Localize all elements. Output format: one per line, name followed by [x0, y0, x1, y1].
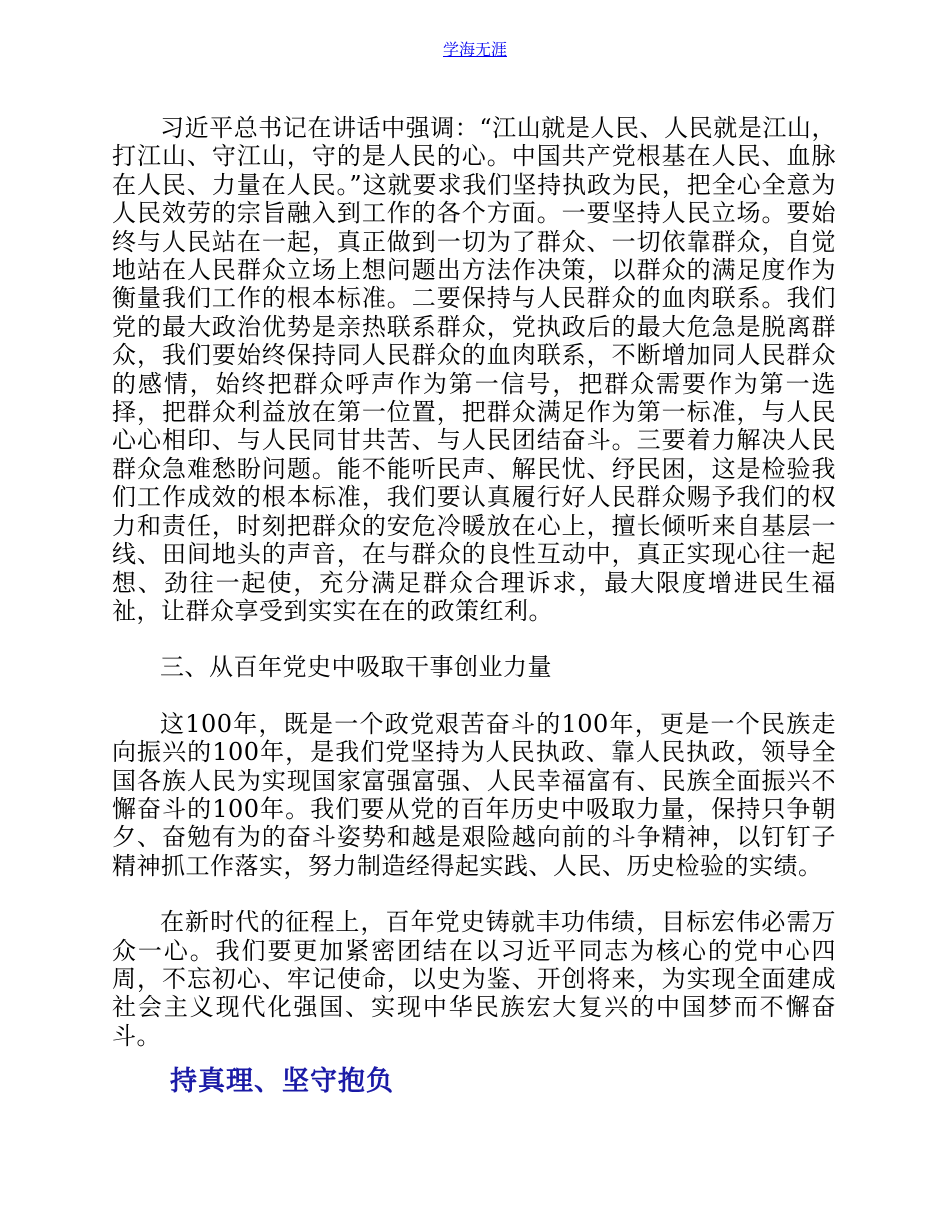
- paragraph-people-centered: 习近平总书记在讲话中强调：“江山就是人民、人民就是江山，打江山、守江山，守的是人民的心。中国共产党根基在人民、血脉在人民、力量在人民。”这就要求我们坚持执政为民，把全心全意为人民效劳的宗旨融入到工作的各个方面。一要坚持人民立场。要始终与人民站在一起，真正做到一切为了群众、一切依靠群众，自觉地站在人民群众立场上想问题出方法作决策，以群众的满足度作为衡量我们工作的根本标准。二要保持与人民群众的血肉联系。我们党的最大政治优势是亲热联系群众，党执政后的最大危急是脱离群众，我们要始终保持同人民群众的血肉联系，不断增加同人民群众的感情，始终把群众呼声作为第一信号，把群众需要作为第一选择，把群众利益放在第一位置，把群众满足作为第一标准，与人民心心相印、与人民同甘共苦、与人民团结奋斗。三要着力解决人民群众急难愁盼问题。能不能听民声、解民忧、纾民困，这是检验我们工作成效的根本标准，我们要认真履行好人民群众赐予我们的权力和责任，时刻把群众的安危冷暖放在心上，擅长倾听来自基层一线、田间地头的声音，在与群众的良性互动中，真正实现心往一起想、劲往一起使，充分满足群众合理诉求，最大限度增进民生福祉，让群众享受到实实在在的政策红利。: [112, 114, 836, 625]
- paragraph-new-era: 在新时代的征程上，百年党史铸就丰功伟绩，目标宏伟必需万众一心。我们要更加紧密团结在以习近平同志为核心的党中心四周，不忘初心、牢记使命，以史为鉴、开创将来，为实现全面建成社会主义现代化强国、实现中华民族宏大复兴的中国梦而不懈奋斗。: [112, 908, 836, 1050]
- section-heading-party-history: 三、从百年党史中吸取干事创业力量: [160, 653, 552, 682]
- document-body: [112, 114, 836, 1050]
- next-article-title: 持真理、坚守抱负: [170, 1066, 394, 1097]
- header-link[interactable]: 学海无涯: [442, 40, 507, 59]
- paragraph-hundred-years: 这100年，既是一个政党艰苦奋斗的100年，更是一个民族走向振兴的100年，是我们党坚持为人民执政、靠人民执政，领导全国各族人民为实现国家富强富强、人民幸福富有、民族全面振兴不懈奋斗的100年。我们要从党的百年历史中吸取力量，保持只争朝夕、奋勉有为的奋斗姿势和越是艰险越向前的斗争精神，以钉钉子精神抓工作落实，努力制造经得起实践、人民、历史检验的实绩。: [112, 709, 836, 880]
